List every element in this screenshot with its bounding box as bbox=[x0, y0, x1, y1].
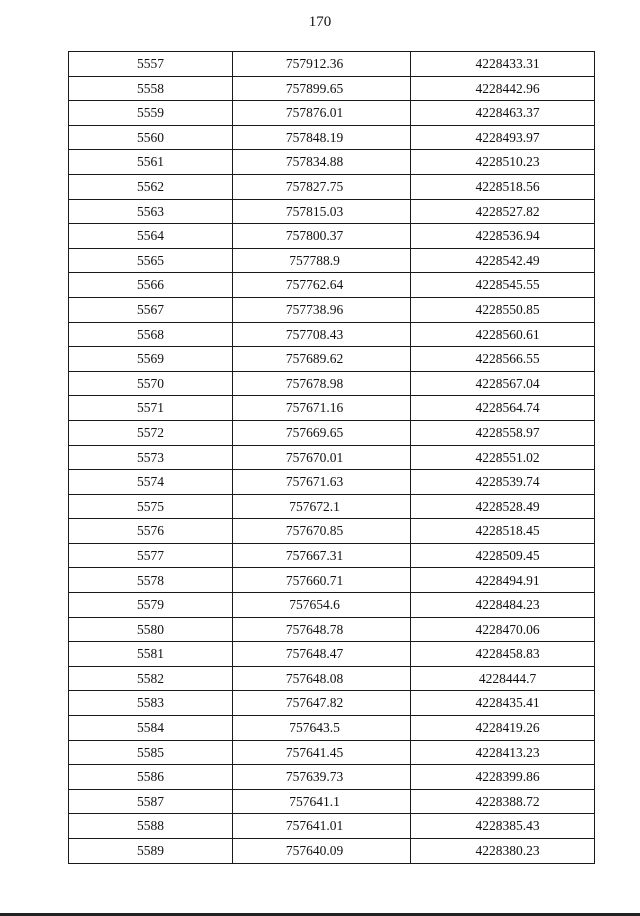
x-coordinate-cell: 757669.65 bbox=[233, 420, 411, 445]
point-number-cell: 5584 bbox=[69, 716, 233, 741]
table-row bbox=[69, 420, 595, 445]
x-coordinate-cell: 757641.45 bbox=[233, 740, 411, 765]
y-coordinate-cell: 4228566.55 bbox=[411, 347, 595, 372]
x-coordinate-cell: 757672.1 bbox=[233, 494, 411, 519]
table-row bbox=[69, 666, 595, 691]
point-number-cell: 5588 bbox=[69, 814, 233, 839]
point-number-cell: 5577 bbox=[69, 543, 233, 568]
y-coordinate-cell: 4228458.83 bbox=[411, 642, 595, 667]
table-row bbox=[69, 150, 595, 175]
point-number-cell: 5573 bbox=[69, 445, 233, 470]
table-row bbox=[69, 839, 595, 864]
point-number-cell: 5568 bbox=[69, 322, 233, 347]
page-number: 170 bbox=[308, 14, 332, 30]
y-coordinate-cell: 4228442.96 bbox=[411, 76, 595, 101]
y-coordinate-cell: 4228550.85 bbox=[411, 297, 595, 322]
x-coordinate-cell: 757762.64 bbox=[233, 273, 411, 298]
table-row bbox=[69, 248, 595, 273]
x-coordinate-cell: 757671.63 bbox=[233, 470, 411, 495]
point-number-cell: 5565 bbox=[69, 248, 233, 273]
y-coordinate-cell: 4228564.74 bbox=[411, 396, 595, 421]
y-coordinate-cell: 4228539.74 bbox=[411, 470, 595, 495]
x-coordinate-cell: 757660.71 bbox=[233, 568, 411, 593]
table-row bbox=[69, 199, 595, 224]
x-coordinate-cell: 757670.01 bbox=[233, 445, 411, 470]
x-coordinate-cell: 757876.01 bbox=[233, 101, 411, 126]
x-coordinate-cell: 757654.6 bbox=[233, 593, 411, 618]
y-coordinate-cell: 4228435.41 bbox=[411, 691, 595, 716]
y-coordinate-cell: 4228560.61 bbox=[411, 322, 595, 347]
y-coordinate-cell: 4228419.26 bbox=[411, 716, 595, 741]
table-row bbox=[69, 765, 595, 790]
table-row bbox=[69, 76, 595, 101]
point-number-cell: 5572 bbox=[69, 420, 233, 445]
y-coordinate-cell: 4228493.97 bbox=[411, 125, 595, 150]
x-coordinate-cell: 757640.09 bbox=[233, 839, 411, 864]
point-number-cell: 5557 bbox=[69, 52, 233, 77]
y-coordinate-cell: 4228433.31 bbox=[411, 52, 595, 77]
y-coordinate-cell: 4228528.49 bbox=[411, 494, 595, 519]
x-coordinate-cell: 757708.43 bbox=[233, 322, 411, 347]
x-coordinate-cell: 757641.1 bbox=[233, 789, 411, 814]
table-row bbox=[69, 347, 595, 372]
table-row bbox=[69, 494, 595, 519]
x-coordinate-cell: 757639.73 bbox=[233, 765, 411, 790]
y-coordinate-cell: 4228399.86 bbox=[411, 765, 595, 790]
y-coordinate-cell: 4228444.7 bbox=[411, 666, 595, 691]
y-coordinate-cell: 4228567.04 bbox=[411, 371, 595, 396]
table-row bbox=[69, 396, 595, 421]
x-coordinate-cell: 757641.01 bbox=[233, 814, 411, 839]
table-row bbox=[69, 371, 595, 396]
y-coordinate-cell: 4228527.82 bbox=[411, 199, 595, 224]
point-number-cell: 5571 bbox=[69, 396, 233, 421]
table-row bbox=[69, 568, 595, 593]
point-number-cell: 5576 bbox=[69, 519, 233, 544]
y-coordinate-cell: 4228551.02 bbox=[411, 445, 595, 470]
x-coordinate-cell: 757834.88 bbox=[233, 150, 411, 175]
table-row bbox=[69, 789, 595, 814]
point-number-cell: 5562 bbox=[69, 174, 233, 199]
table-row bbox=[69, 101, 595, 126]
table-row bbox=[69, 519, 595, 544]
x-coordinate-cell: 757689.62 bbox=[233, 347, 411, 372]
x-coordinate-cell: 757738.96 bbox=[233, 297, 411, 322]
point-number-cell: 5559 bbox=[69, 101, 233, 126]
table-row bbox=[69, 125, 595, 150]
point-number-cell: 5558 bbox=[69, 76, 233, 101]
coordinate-table-body bbox=[69, 52, 595, 864]
table-row bbox=[69, 543, 595, 568]
y-coordinate-cell: 4228470.06 bbox=[411, 617, 595, 642]
point-number-cell: 5561 bbox=[69, 150, 233, 175]
x-coordinate-cell: 757815.03 bbox=[233, 199, 411, 224]
y-coordinate-cell: 4228494.91 bbox=[411, 568, 595, 593]
table-row bbox=[69, 470, 595, 495]
table-row bbox=[69, 642, 595, 667]
point-number-cell: 5585 bbox=[69, 740, 233, 765]
x-coordinate-cell: 757648.47 bbox=[233, 642, 411, 667]
point-number-cell: 5580 bbox=[69, 617, 233, 642]
table-row bbox=[69, 716, 595, 741]
table-row bbox=[69, 322, 595, 347]
point-number-cell: 5567 bbox=[69, 297, 233, 322]
y-coordinate-cell: 4228385.43 bbox=[411, 814, 595, 839]
table-row bbox=[69, 593, 595, 618]
table-row bbox=[69, 691, 595, 716]
y-coordinate-cell: 4228545.55 bbox=[411, 273, 595, 298]
point-number-cell: 5578 bbox=[69, 568, 233, 593]
y-coordinate-cell: 4228388.72 bbox=[411, 789, 595, 814]
y-coordinate-cell: 4228518.56 bbox=[411, 174, 595, 199]
table-row bbox=[69, 814, 595, 839]
table-row bbox=[69, 740, 595, 765]
point-number-cell: 5587 bbox=[69, 789, 233, 814]
x-coordinate-cell: 757678.98 bbox=[233, 371, 411, 396]
coordinate-table bbox=[68, 51, 595, 864]
y-coordinate-cell: 4228413.23 bbox=[411, 740, 595, 765]
point-number-cell: 5586 bbox=[69, 765, 233, 790]
x-coordinate-cell: 757643.5 bbox=[233, 716, 411, 741]
x-coordinate-cell: 757648.78 bbox=[233, 617, 411, 642]
point-number-cell: 5570 bbox=[69, 371, 233, 396]
table-row bbox=[69, 52, 595, 77]
table-row bbox=[69, 174, 595, 199]
point-number-cell: 5569 bbox=[69, 347, 233, 372]
point-number-cell: 5589 bbox=[69, 839, 233, 864]
point-number-cell: 5574 bbox=[69, 470, 233, 495]
x-coordinate-cell: 757800.37 bbox=[233, 224, 411, 249]
table-row bbox=[69, 617, 595, 642]
x-coordinate-cell: 757827.75 bbox=[233, 174, 411, 199]
point-number-cell: 5564 bbox=[69, 224, 233, 249]
point-number-cell: 5579 bbox=[69, 593, 233, 618]
y-coordinate-cell: 4228558.97 bbox=[411, 420, 595, 445]
x-coordinate-cell: 757671.16 bbox=[233, 396, 411, 421]
y-coordinate-cell: 4228484.23 bbox=[411, 593, 595, 618]
point-number-cell: 5581 bbox=[69, 642, 233, 667]
x-coordinate-cell: 757648.08 bbox=[233, 666, 411, 691]
y-coordinate-cell: 4228510.23 bbox=[411, 150, 595, 175]
x-coordinate-cell: 757667.31 bbox=[233, 543, 411, 568]
y-coordinate-cell: 4228536.94 bbox=[411, 224, 595, 249]
x-coordinate-cell: 757899.65 bbox=[233, 76, 411, 101]
y-coordinate-cell: 4228463.37 bbox=[411, 101, 595, 126]
table-row bbox=[69, 273, 595, 298]
y-coordinate-cell: 4228380.23 bbox=[411, 839, 595, 864]
x-coordinate-cell: 757912.36 bbox=[233, 52, 411, 77]
point-number-cell: 5560 bbox=[69, 125, 233, 150]
point-number-cell: 5563 bbox=[69, 199, 233, 224]
point-number-cell: 5583 bbox=[69, 691, 233, 716]
point-number-cell: 5582 bbox=[69, 666, 233, 691]
point-number-cell: 5566 bbox=[69, 273, 233, 298]
point-number-cell: 5575 bbox=[69, 494, 233, 519]
x-coordinate-cell: 757647.82 bbox=[233, 691, 411, 716]
y-coordinate-cell: 4228542.49 bbox=[411, 248, 595, 273]
table-row bbox=[69, 297, 595, 322]
y-coordinate-cell: 4228509.45 bbox=[411, 543, 595, 568]
x-coordinate-cell: 757670.85 bbox=[233, 519, 411, 544]
table-row bbox=[69, 445, 595, 470]
table-row bbox=[69, 224, 595, 249]
y-coordinate-cell: 4228518.45 bbox=[411, 519, 595, 544]
x-coordinate-cell: 757848.19 bbox=[233, 125, 411, 150]
x-coordinate-cell: 757788.9 bbox=[233, 248, 411, 273]
